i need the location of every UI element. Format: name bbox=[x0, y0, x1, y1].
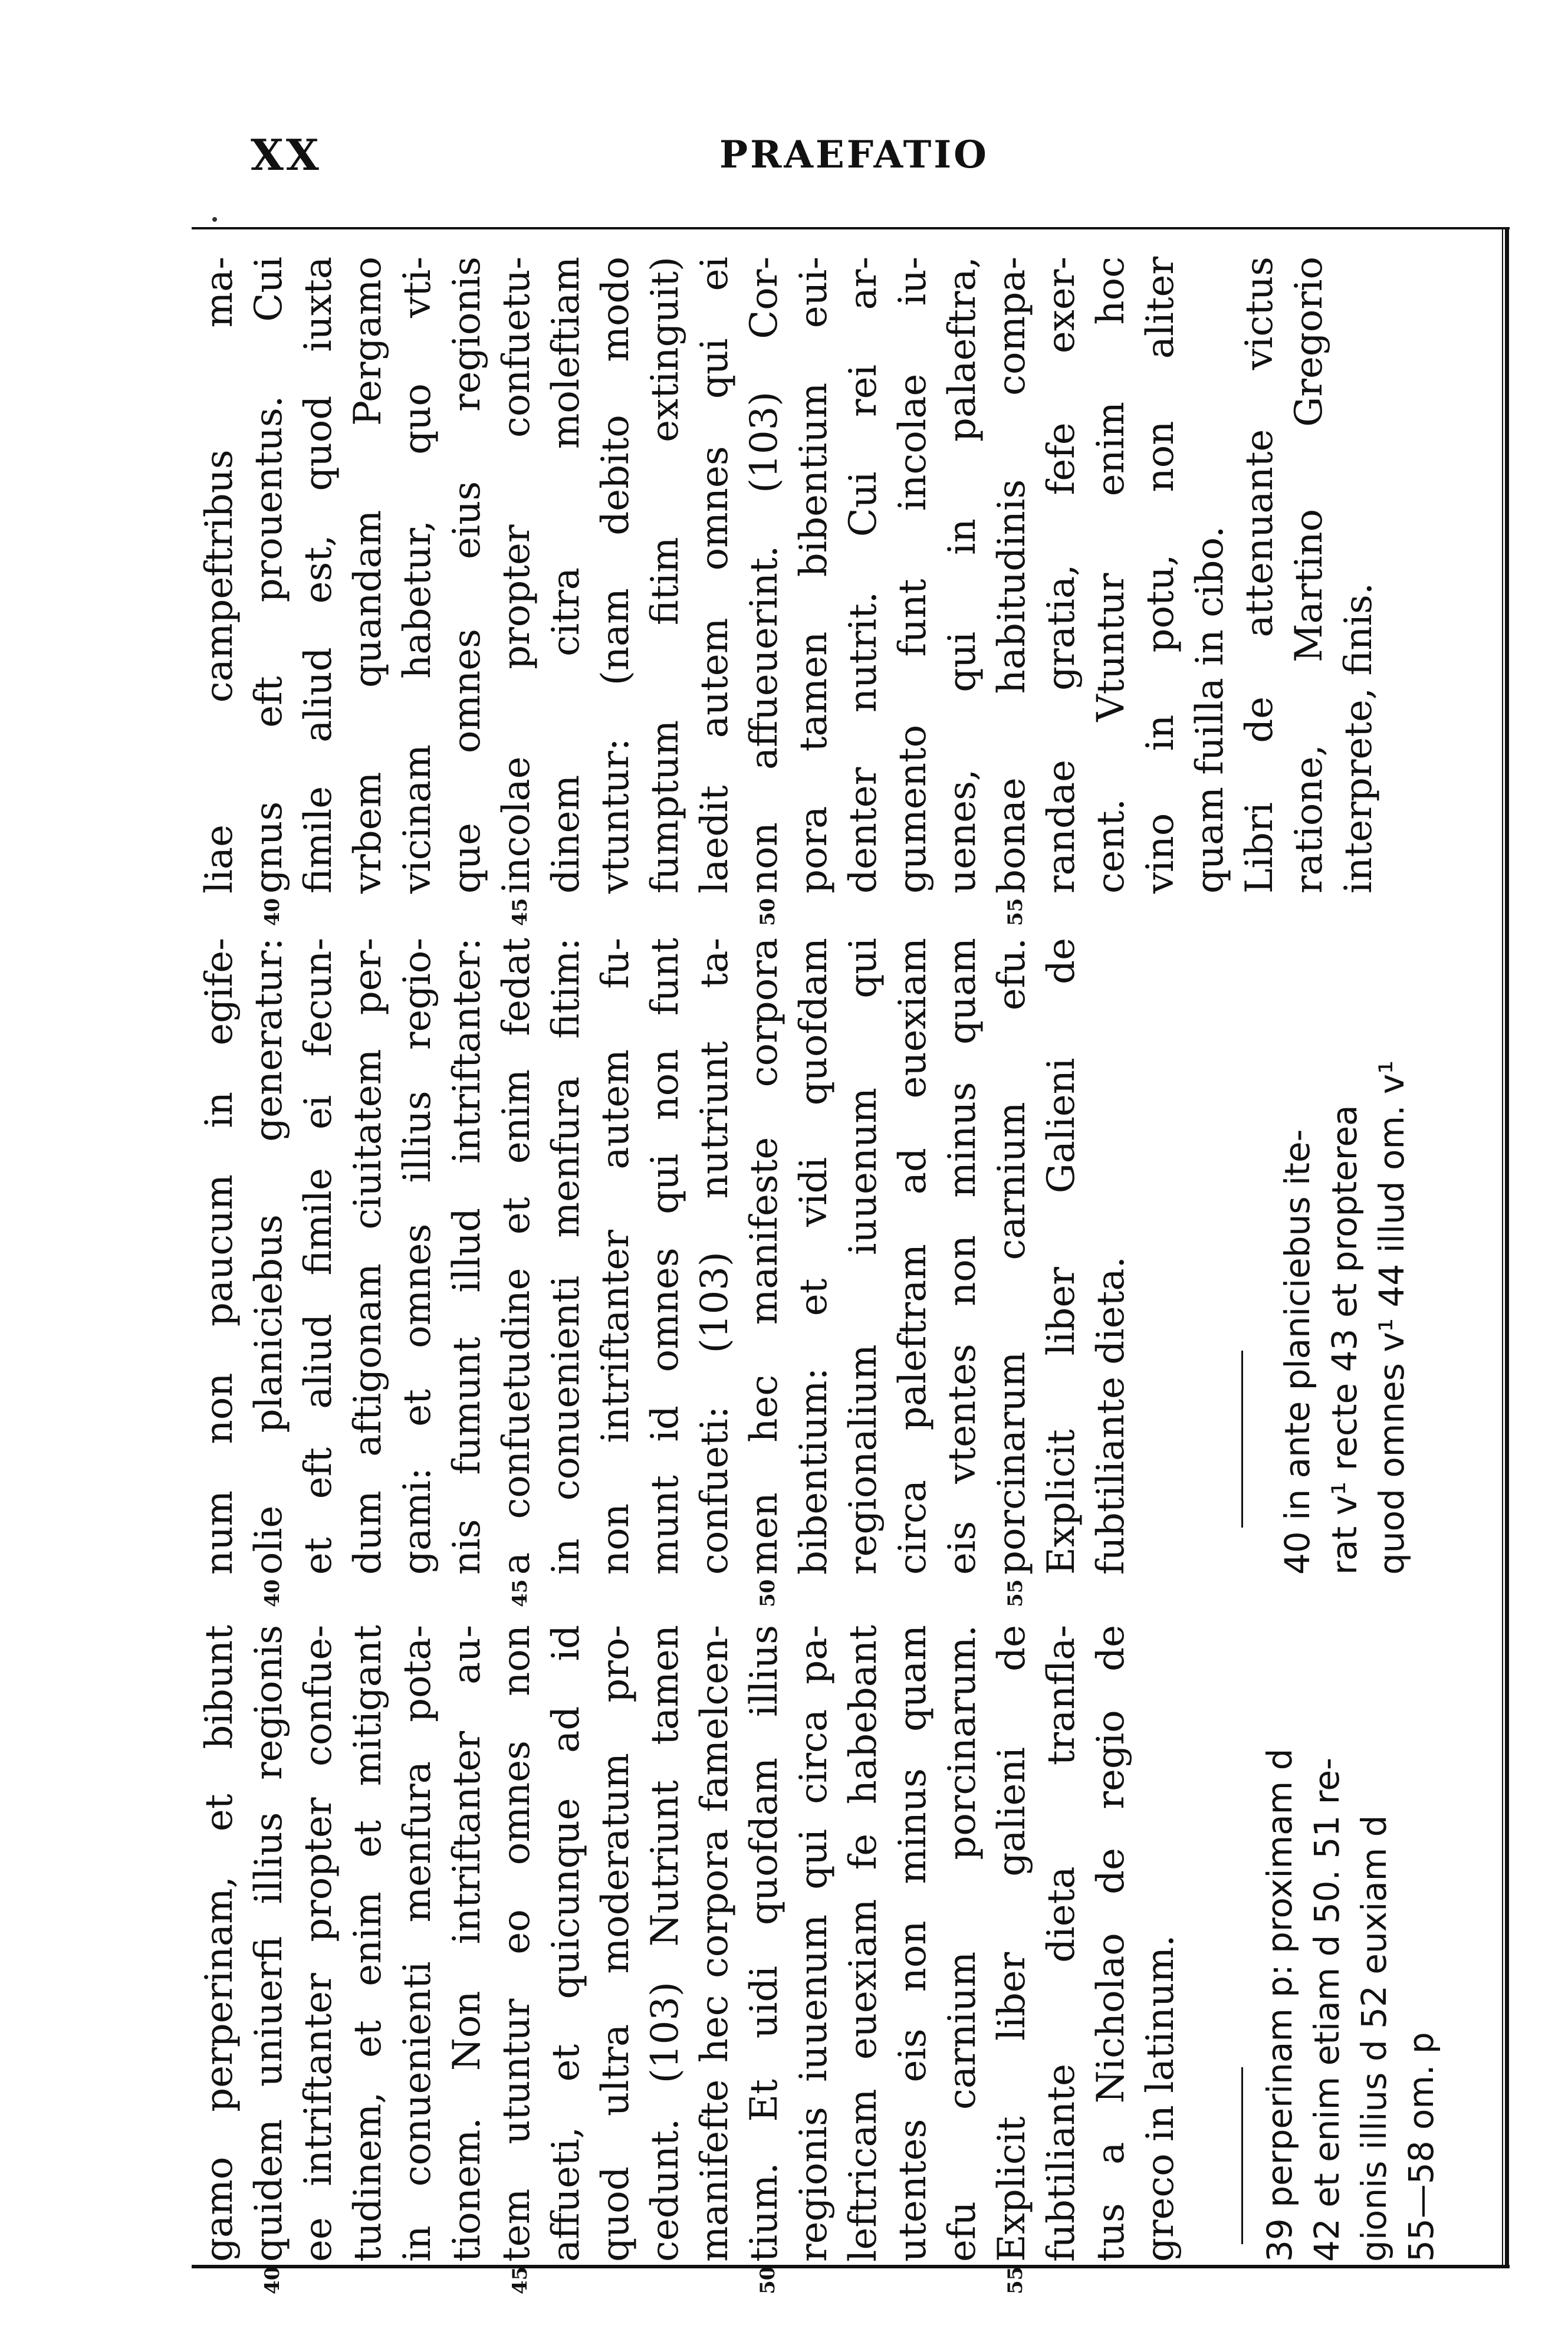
line-text: tudinem, et enim et mitigant bbox=[346, 1625, 390, 2262]
line-text: gamo perperinam, et bibunt bbox=[198, 1625, 241, 2262]
text-line bbox=[591, 1625, 640, 2262]
text-line bbox=[839, 938, 888, 1575]
apparatus-note: 39 perperinam p: proximam d bbox=[1260, 1748, 1300, 2262]
line-text: incolae propter confuetu- bbox=[495, 257, 538, 894]
text-line bbox=[591, 938, 640, 1575]
line-text: fumptum fitim extinguit) bbox=[643, 257, 687, 894]
print-speck bbox=[212, 217, 217, 222]
text-line bbox=[1185, 257, 1235, 894]
line-number: 40 bbox=[261, 2266, 284, 2294]
line-number: 40 bbox=[261, 898, 284, 926]
text-line bbox=[1086, 938, 1136, 1575]
column-2-lines bbox=[195, 938, 1136, 1607]
line-text: fubtiliante dieta. bbox=[1089, 1256, 1133, 1575]
text-line bbox=[343, 938, 393, 1575]
line-text: tionem. Non intriftanter au- bbox=[445, 1625, 489, 2262]
text-line bbox=[393, 1625, 442, 2262]
line-number: 50 bbox=[756, 898, 780, 926]
text-line bbox=[1037, 257, 1086, 894]
footnote-rule bbox=[1241, 2067, 1243, 2244]
column-2-apparatus bbox=[1274, 938, 1415, 1575]
line-text: manifefte hec corpora famelcen- bbox=[693, 1625, 737, 2262]
text-line bbox=[442, 257, 492, 894]
text-line bbox=[789, 1625, 839, 2262]
text-line bbox=[1086, 1625, 1136, 2262]
page-header bbox=[0, 0, 1568, 224]
line-number: 45 bbox=[508, 1579, 532, 1607]
text-line bbox=[789, 257, 839, 894]
text-line bbox=[739, 1625, 789, 2294]
footnote-rule bbox=[1241, 1351, 1243, 1528]
text-line bbox=[690, 257, 739, 894]
line-text: confueti: (103) nutriunt ta- bbox=[693, 938, 737, 1575]
text-line bbox=[442, 938, 492, 1575]
text-line bbox=[244, 257, 294, 926]
line-text: quod ultra moderatum pro- bbox=[594, 1625, 637, 2262]
text-line bbox=[492, 257, 541, 926]
line-text: dum aftigonam ciuitatem per- bbox=[346, 938, 390, 1575]
text-line bbox=[888, 1625, 938, 2262]
frame-right-rule bbox=[1505, 227, 1509, 2268]
line-text: regionalium iuuenum qui bbox=[841, 938, 885, 1575]
text-line bbox=[938, 938, 987, 1575]
text-line bbox=[393, 257, 442, 894]
line-text: non affueuerint. (103) Cor- bbox=[742, 257, 786, 894]
line-text: que omnes eius regionis bbox=[445, 257, 489, 894]
line-text: gami: et omnes illius regio- bbox=[396, 938, 439, 1575]
text-line bbox=[492, 1625, 541, 2294]
line-text: leftricam euexiam fe habebant bbox=[841, 1625, 885, 2262]
line-text: utentes eis non minus quam bbox=[891, 1625, 935, 2262]
line-text: pora tamen bibentium eui- bbox=[792, 257, 836, 894]
text-line bbox=[789, 938, 839, 1575]
text-line bbox=[294, 938, 343, 1575]
text-line bbox=[640, 257, 690, 894]
text-line bbox=[888, 257, 938, 894]
line-text: regionis iuuenum qui circa pa- bbox=[792, 1625, 836, 2262]
line-text: Explicit liber galieni de bbox=[990, 1625, 1034, 2262]
line-text: greco in latinum. bbox=[1139, 1935, 1182, 2262]
line-text: circa paleftram ad euexiam bbox=[891, 938, 935, 1575]
line-text: vrbem quandam Pergamo bbox=[346, 257, 390, 894]
line-text: in conuenienti menfura fitim: bbox=[544, 938, 588, 1575]
text-line bbox=[640, 1625, 690, 2262]
text-line bbox=[294, 1625, 343, 2262]
line-text: cent. Vtuntur enim hoc bbox=[1089, 257, 1133, 894]
text-line bbox=[1037, 1625, 1086, 2262]
text-line bbox=[987, 1625, 1037, 2294]
apparatus-note: quod omnes v¹ 44 illud om. v¹ bbox=[1372, 1060, 1412, 1575]
text-line bbox=[244, 1625, 294, 2294]
text-line bbox=[1284, 257, 1334, 894]
line-number: 40 bbox=[261, 1579, 284, 1607]
line-number: 55 bbox=[1004, 2266, 1027, 2294]
text-line bbox=[195, 1625, 244, 2262]
text-line bbox=[739, 938, 789, 1607]
column-3-lines bbox=[195, 257, 1383, 926]
line-text: quidem uniuerfi illius regionis bbox=[247, 1625, 291, 2262]
line-text: fubtiliante dieta tranfla- bbox=[1040, 1625, 1083, 2262]
line-number: 45 bbox=[508, 2266, 532, 2294]
text-line bbox=[492, 938, 541, 1607]
apparatus-note: 55—58 om. p bbox=[1401, 2032, 1441, 2262]
line-text: Libri de attenuante victus bbox=[1238, 257, 1281, 894]
line-text: eis vtentes non minus quam bbox=[941, 938, 984, 1575]
text-line bbox=[541, 1625, 591, 2262]
line-text: ratione, Martino Gregorio bbox=[1287, 257, 1331, 894]
text-line bbox=[1086, 257, 1136, 894]
apparatus-note: 40 in ante planiciebus ite- bbox=[1277, 1129, 1317, 1575]
text-line bbox=[541, 257, 591, 894]
line-text: olie planiciebus generatur: bbox=[247, 938, 291, 1575]
line-text: ee intriftanter propter confue- bbox=[297, 1625, 340, 2262]
column-latin-version-2 bbox=[195, 938, 1486, 1607]
text-line bbox=[839, 1625, 888, 2262]
line-text: gnus eft prouentus. Cui bbox=[247, 257, 291, 894]
line-text: randae gratia, fefe exer- bbox=[1040, 257, 1083, 894]
line-text: num non paucum in egife- bbox=[198, 938, 241, 1575]
text-line bbox=[1037, 938, 1086, 1575]
text-line bbox=[393, 938, 442, 1575]
line-text: vtuntur: (nam debito modo bbox=[594, 257, 637, 894]
text-line bbox=[839, 257, 888, 894]
line-text: Explicit liber Galieni de bbox=[1040, 938, 1083, 1575]
text-line bbox=[591, 257, 640, 894]
text-line bbox=[1235, 257, 1284, 894]
running-title: PRAEFATIO bbox=[719, 133, 989, 177]
line-text: laedit autem omnes qui ei bbox=[693, 257, 737, 894]
text-line bbox=[294, 257, 343, 894]
line-text: non intriftanter autem fu- bbox=[594, 938, 637, 1575]
text-line bbox=[987, 938, 1037, 1607]
text-line bbox=[938, 1625, 987, 2262]
column-1-apparatus bbox=[1256, 1625, 1445, 2262]
line-text: efu carnium porcinarum. bbox=[941, 1625, 984, 2262]
line-text: affueti, et quicunque ad id bbox=[544, 1625, 588, 2262]
text-line bbox=[195, 257, 244, 894]
text-line bbox=[690, 1625, 739, 2262]
line-text: cedunt. (103) Nutriunt tamen bbox=[643, 1625, 687, 2262]
line-text: munt id omnes qui non funt bbox=[643, 938, 687, 1575]
line-text: tium. Et uidi quofdam illius bbox=[742, 1625, 786, 2262]
line-text: liae campeftribus ma- bbox=[198, 257, 241, 894]
line-text: tus a Nicholao de regio de bbox=[1089, 1625, 1133, 2262]
line-text: a confuetudine et enim fedat bbox=[495, 938, 538, 1575]
line-text: et eft aliud fimile ei fecun- bbox=[297, 938, 340, 1575]
line-number: 45 bbox=[508, 898, 532, 926]
line-text: bonae habitudinis compa- bbox=[990, 257, 1034, 894]
line-text: interprete, finis. bbox=[1337, 582, 1380, 894]
apparatus-note: gionis illius d 52 euxiam d bbox=[1354, 1815, 1394, 2262]
line-text: dinem citra moleftiam bbox=[544, 257, 588, 894]
text-line bbox=[1334, 257, 1383, 894]
line-text: gumento funt incolae iu- bbox=[891, 257, 935, 894]
text-line bbox=[244, 938, 294, 1607]
apparatus-note: rat v¹ recte 43 et propterea bbox=[1324, 1105, 1365, 1575]
line-number: 55 bbox=[1004, 1579, 1027, 1607]
line-text: porcinarum carnium efu. bbox=[990, 938, 1034, 1575]
text-line bbox=[987, 257, 1037, 926]
text-line bbox=[640, 938, 690, 1575]
text-line bbox=[690, 938, 739, 1575]
line-text: vino in potu, non aliter bbox=[1139, 257, 1182, 894]
frame-right-inner-rule bbox=[1502, 227, 1503, 2268]
line-text: uenes, qui in palaeftra, bbox=[941, 257, 984, 894]
line-text: men hec manifeste corpora bbox=[742, 938, 786, 1575]
page-number: XX bbox=[251, 130, 321, 180]
text-line bbox=[1136, 257, 1185, 894]
line-number: 50 bbox=[756, 2266, 780, 2294]
text-line bbox=[442, 1625, 492, 2262]
line-text: bibentium: et vidi quofdam bbox=[792, 938, 836, 1575]
text-line bbox=[343, 257, 393, 894]
column-1-lines bbox=[195, 1625, 1185, 2294]
line-text: tem utuntur eo omnes non bbox=[495, 1625, 538, 2262]
line-number: 50 bbox=[756, 1579, 780, 1607]
column-latin-version-3 bbox=[195, 257, 1486, 926]
text-line bbox=[343, 1625, 393, 2262]
line-text: quam fuilla in cibo. bbox=[1188, 526, 1232, 894]
line-text: vicinam habetur, quo vti- bbox=[396, 257, 439, 894]
text-line bbox=[888, 938, 938, 1575]
rotated-text-block bbox=[195, 251, 1486, 2294]
line-text: in conuenienti menfura pota- bbox=[396, 1625, 439, 2262]
text-line bbox=[541, 938, 591, 1575]
text-line bbox=[938, 257, 987, 894]
column-latin-version-1 bbox=[195, 1625, 1486, 2294]
text-line bbox=[195, 938, 244, 1575]
line-text: denter nutrit. Cui rei ar- bbox=[841, 257, 885, 894]
line-number: 55 bbox=[1004, 898, 1027, 926]
line-text: nis fumunt illud intriftanter: bbox=[445, 938, 489, 1575]
text-line bbox=[1136, 1625, 1185, 2262]
text-line bbox=[739, 257, 789, 926]
line-text: fimile aliud est, quod iuxta bbox=[297, 257, 340, 894]
apparatus-note: 42 et enim etiam d 50. 51 re- bbox=[1307, 1758, 1347, 2262]
frame-top-rule bbox=[192, 227, 1510, 229]
